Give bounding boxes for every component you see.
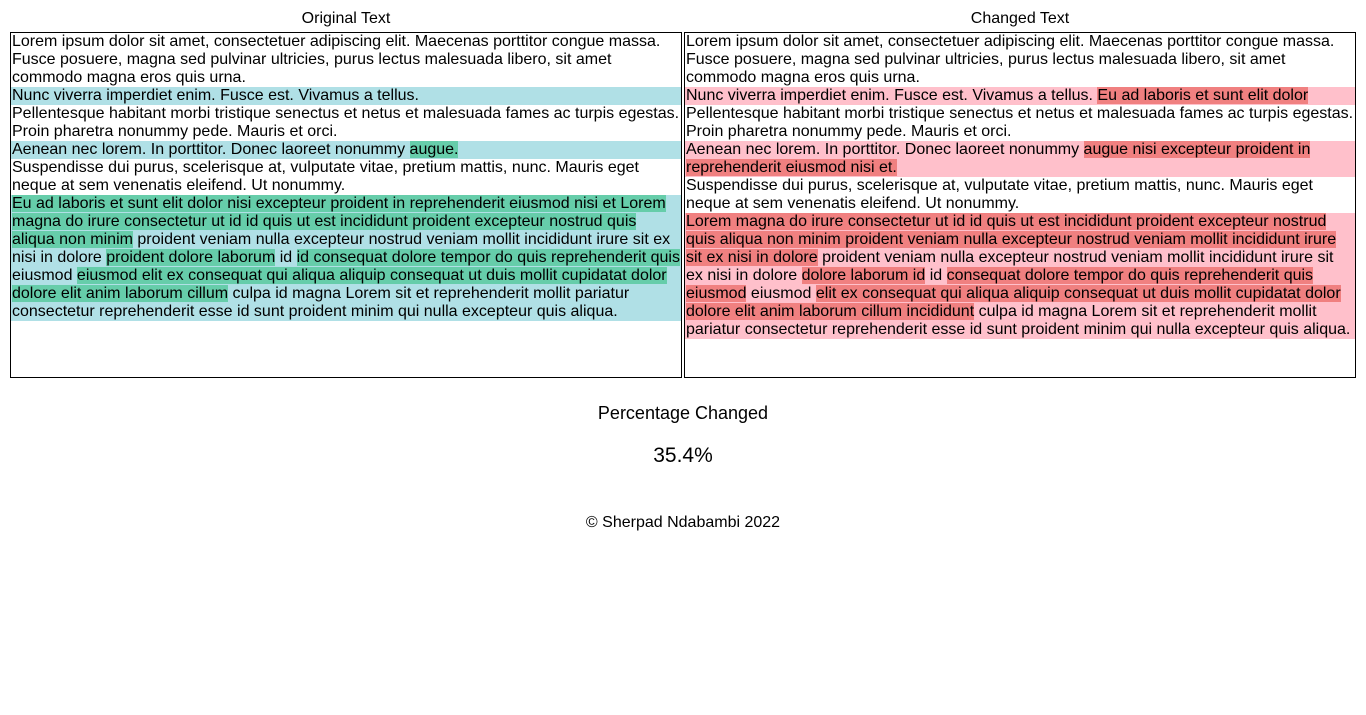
original-text-segment: Lorem ipsum dolor sit amet, consectetuer adipiscing elit. Maecenas porttitor congue massa. Fusce posuere, magna sed pulvinar ultricies, purus lectus malesuada libero, sit amet commodo magna eros quis urna. [12, 33, 661, 86]
changed-paragraph [685, 33, 1355, 87]
original-text-segment: Nunc viverra imperdiet enim. Fusce est. Vivamus a tellus. [12, 87, 419, 104]
changed-highlighted-segment: Lorem magna do irure consectetur ut id id quis ut est incididunt proident excepteur nostrud quis aliqua non minim proident veniam nulla excepteur nostrud veniam mollit incididunt irure sit ex nisi in dolore [686, 213, 1337, 266]
changed-paragraph [685, 141, 1355, 177]
changed-text-segment: proident veniam nulla excepteur nostrud veniam mollit incididunt irure sit ex nisi in dolore [686, 249, 1334, 284]
copyright-footer: © Sherpad Ndabambi 2022 [585, 514, 781, 531]
changed-paragraph [685, 177, 1355, 213]
original-text-panel [10, 32, 682, 378]
changed-text-segment: Lorem ipsum dolor sit amet, consectetuer adipiscing elit. Maecenas porttitor congue massa. Fusce posuere, magna sed pulvinar ultricies, purus lectus malesuada libero, sit amet commodo magna eros quis urna. [686, 33, 1335, 86]
changed-text-segment: id [925, 267, 947, 284]
changed-text-segment: Aenean nec lorem. In porttitor. Donec laoreet nonummy [686, 141, 1084, 158]
original-text-segment: Aenean nec lorem. In porttitor. Donec laoreet nonummy [12, 141, 410, 158]
changed-highlighted-segment: dolore laborum id [801, 267, 926, 284]
changed-highlighted-segment: augue nisi excepteur proident in reprehenderit eiusmod nisi et. [686, 141, 1311, 176]
original-paragraph [11, 195, 681, 321]
original-paragraph [11, 87, 681, 105]
original-text-segment: eiusmod [12, 267, 77, 284]
original-text-segment: id [275, 249, 297, 266]
original-highlighted-segment: Eu ad laboris et sunt elit dolor nisi excepteur proident in reprehenderit eiusmod nisi et Lorem magna do irure consectetur ut id id quis ut est incididunt proident excepteur nostrud quis aliqua non minim [12, 195, 666, 248]
changed-highlighted-segment: elit ex consequat qui aliqua aliquip consequat ut duis mollit cupidatat dolor dolore elit anim laborum cillum incididunt [686, 285, 1341, 320]
original-paragraph [11, 105, 681, 141]
changed-paragraph [685, 105, 1355, 141]
changed-highlighted-segment: Eu ad laboris et sunt elit dolor [1097, 87, 1309, 104]
changed-highlighted-segment: consequat dolore tempor do quis reprehenderit quis eiusmod [686, 267, 1314, 302]
changed-text-segment: Pellentesque habitant morbi tristique senectus et netus et malesuada fames ac turpis egestas. Proin pharetra nonummy pede. Mauris et orci. [686, 105, 1354, 140]
changed-text-segment: Suspendisse dui purus, scelerisque at, vulputate vitae, pretium mattis, nunc. Mauris eget neque at sem venenatis eleifend. Ut nonummy. [686, 177, 1313, 212]
percentage-changed-value: 35.4% [653, 444, 713, 467]
original-paragraph [11, 141, 681, 159]
changed-text-panel [684, 32, 1356, 378]
original-highlighted-segment: id consequat dolore tempor do quis reprehenderit quis [296, 249, 680, 266]
changed-text-segment: eiusmod [746, 285, 816, 302]
original-paragraph [11, 159, 681, 195]
original-text-segment: proident veniam nulla excepteur nostrud veniam mollit incididunt irure sit ex nisi in dolore [12, 231, 671, 266]
original-highlighted-segment: eiusmod elit ex consequat qui aliqua aliquip consequat ut duis mollit cupidatat dolor dolore elit anim laborum cillum [12, 267, 667, 302]
changed-paragraph [685, 87, 1355, 105]
original-paragraph [11, 33, 681, 87]
original-highlighted-segment: augue. [409, 141, 459, 158]
percentage-changed-label: Percentage Changed [597, 403, 769, 423]
changed-text-segment: Nunc viverra imperdiet enim. Fusce est. Vivamus a tellus. [686, 87, 1098, 104]
original-text-heading: Original Text [301, 10, 391, 27]
changed-text-segment: culpa id magna Lorem sit et reprehenderit mollit pariatur consectetur reprehenderit esse id sunt proident minim qui nulla excepteur quis aliqua. [686, 303, 1351, 338]
changed-paragraph [685, 213, 1355, 339]
original-highlighted-segment: proident dolore laborum [106, 249, 276, 266]
original-text-segment: Suspendisse dui purus, scelerisque at, vulputate vitae, pretium mattis, nunc. Mauris eget neque at sem venenatis eleifend. Ut nonummy. [12, 159, 639, 194]
changed-text-heading: Changed Text [970, 10, 1070, 27]
original-text-segment: culpa id magna Lorem sit et reprehenderit mollit pariatur consectetur reprehenderit esse id sunt proident minim qui nulla excepteur quis aliqua. [12, 285, 630, 320]
original-text-segment: Pellentesque habitant morbi tristique senectus et netus et malesuada fames ac turpis egestas. Proin pharetra nonummy pede. Mauris et orci. [12, 105, 680, 140]
